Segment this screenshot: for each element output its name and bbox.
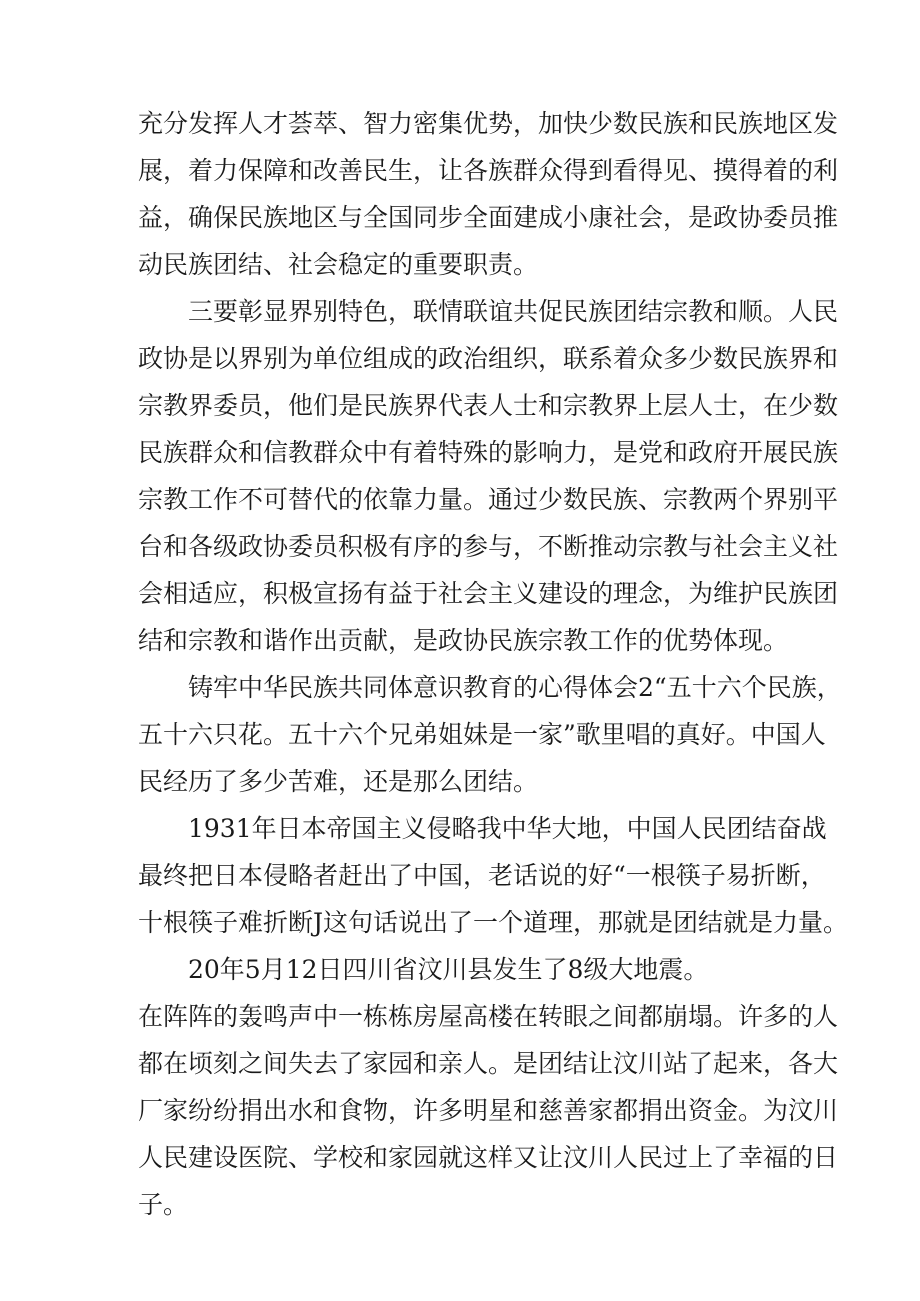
- text-line: 最终把日本侵略者赶出了中国，老话说的好“一根筷子易折断，: [138, 861, 826, 890]
- text-line: 子。: [138, 1190, 189, 1219]
- text-line: 益，确保民族地区与全国同步全面建成小康社会，是政协委员推: [138, 203, 839, 232]
- text-line: 民经历了多少苦难，还是那么团结。: [138, 767, 539, 796]
- text-line: 宗教界委员，他们是民族界代表人士和宗教界上层人士，在少数: [138, 391, 839, 420]
- text-line: 20年5月12日四川省汶川县发生了8级大地震。: [188, 955, 709, 984]
- text-line: 民族群众和信教群众中有着特殊的影响力，是党和政府开展民族: [138, 438, 839, 467]
- text-line: 1931年日本帝国主义侵略我中华大地，中国人民团结奋战: [188, 814, 827, 843]
- text-line: 厂家纷纷捐出水和食物，许多明星和慈善家都捐出资金。为汶川: [138, 1096, 839, 1125]
- text-line: 结和宗教和谐作出贡献，是政协民族宗教工作的优势体现。: [138, 626, 789, 655]
- text-line: 会相适应，积极宣扬有益于社会主义建设的理念，为维护民族团: [138, 579, 839, 608]
- paragraph-1: [138, 100, 839, 288]
- paragraph-4: [138, 805, 849, 946]
- paragraph-2: [138, 288, 839, 664]
- body-text: [138, 100, 849, 1228]
- text-line: 十根筷子难折断J这句话说出了一个道理，那就是团结就是力量。: [138, 908, 849, 937]
- text-line: 五十六只花。五十六个兄弟姐妹是一家”歌里唱的真好。中国人: [138, 720, 826, 749]
- text-line: 动民族团结、社会稳定的重要职责。: [138, 250, 539, 279]
- paragraph-3: [138, 664, 842, 805]
- text-line: 铸牢中华民族共同体意识教育的心得体会2“五十六个民族，: [188, 673, 842, 702]
- text-line: 三要彰显界别特色，联情联谊共促民族团结宗教和顺。人民: [188, 297, 839, 326]
- paragraph-5: [138, 946, 778, 993]
- text-line: 在阵阵的轰鸣声中一栋栋房屋高楼在转眼之间都崩塌。许多的人: [138, 1002, 839, 1031]
- text-line: 宗教工作不可替代的依靠力量。通过少数民族、宗教两个界别平: [138, 485, 839, 514]
- paragraph-6: [138, 993, 839, 1228]
- text-line: 充分发挥人才荟萃、智力密集优势，加快少数民族和民族地区发: [138, 109, 839, 138]
- text-line: 人民建设医院、学校和家园就这样又让汶川人民过上了幸福的日: [138, 1143, 839, 1172]
- text-line: 都在顷刻之间失去了家园和亲人。是团结让汶川站了起来，各大: [138, 1049, 839, 1078]
- text-line: 政协是以界别为单位组成的政治组织，联系着众多少数民族界和: [138, 344, 839, 373]
- text-line: 台和各级政协委员积极有序的参与，不断推动宗教与社会主义社: [138, 532, 839, 561]
- text-line: 展，着力保障和改善民生，让各族群众得到看得见、摸得着的利: [138, 156, 839, 185]
